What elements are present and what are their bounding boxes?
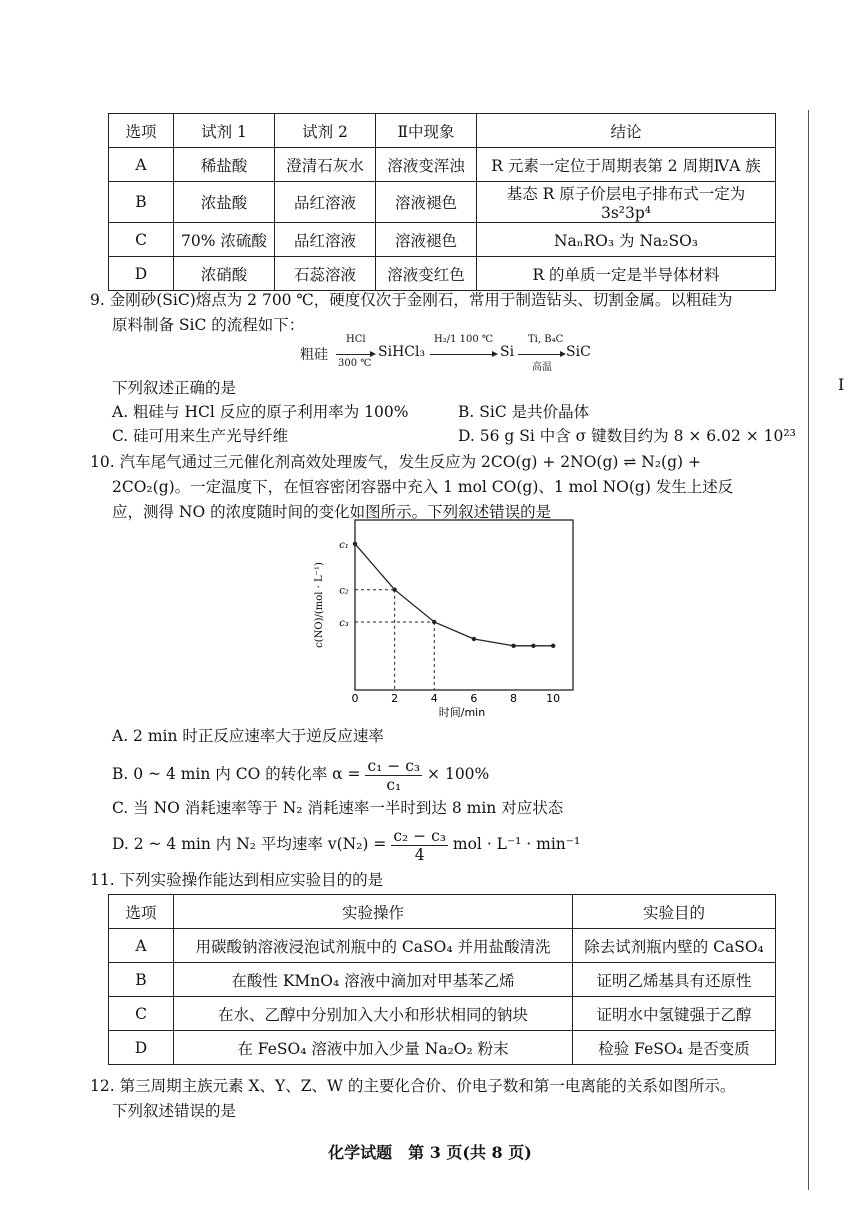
chart-data-point xyxy=(531,644,535,648)
flow-arrow1-top: HCl xyxy=(346,334,366,345)
table-cell: 除去试剂瓶内壁的 CaSO₄ xyxy=(573,929,776,963)
table-row xyxy=(109,182,776,223)
chart-data-point xyxy=(392,588,396,592)
table-header-cell: 试剂 1 xyxy=(174,114,275,148)
table-cell: 溶液褪色 xyxy=(376,223,477,257)
chart-x-tick-label: 8 xyxy=(510,692,518,705)
table-cell: 稀盐酸 xyxy=(174,148,275,182)
fraction-denominator: c₁ xyxy=(386,775,402,794)
q12-stem-line2: 下列叙述错误的是 xyxy=(112,1102,237,1120)
q10-option-d-suffix: mol · L⁻¹ · min⁻¹ xyxy=(452,835,581,853)
table-row xyxy=(109,148,776,182)
table-cell: 品红溶液 xyxy=(275,182,376,223)
table-cell: C xyxy=(109,223,174,257)
chart-y-tick-label: c₃ xyxy=(339,618,349,629)
flow-arrow3-top: Ti, B₄C xyxy=(528,334,564,345)
q10-option-d-text: D. 2 ~ 4 min 内 N₂ 平均速率 v(N₂) = xyxy=(112,835,387,853)
q10-option-c: C. 当 NO 消耗速率等于 N₂ 消耗速率一半时到达 8 min 对应状态 xyxy=(112,799,564,817)
flow-crude-si: 粗硅 xyxy=(300,347,328,363)
table-cell: 检验 FeSO₄ 是否变质 xyxy=(573,1031,776,1065)
chart-data-point xyxy=(472,637,476,641)
table-cell: 浓硝酸 xyxy=(174,257,275,291)
table-row xyxy=(109,963,776,997)
chart-y-axis-label: c(NO)/(mol · L⁻¹) xyxy=(314,562,325,648)
table-cell: 品红溶液 xyxy=(275,223,376,257)
table-cell: 用碳酸钠溶液浸泡试剂瓶中的 CaSO₄ 并用盐酸清洗 xyxy=(174,929,573,963)
table-header-cell: Ⅱ中现象 xyxy=(376,114,477,148)
flow-arrow-2 xyxy=(430,354,496,355)
q10-option-d xyxy=(112,824,580,864)
no-concentration-line xyxy=(355,544,553,646)
table-cell: 溶液变浑浊 xyxy=(376,148,477,182)
flow-arrow-1 xyxy=(336,354,374,355)
table-cell: 基态 R 原子价层电子排布式一定为 3s²3p⁴ xyxy=(477,182,776,223)
table-cell: 证明乙烯基具有还原性 xyxy=(573,963,776,997)
table-header-cell: 试剂 2 xyxy=(275,114,376,148)
table-cell: 澄清石灰水 xyxy=(275,148,376,182)
page-column-rule xyxy=(808,110,809,1190)
table-cell: B xyxy=(109,963,174,997)
fraction-numerator: c₂ − c₃ xyxy=(393,826,446,845)
table-cell: 证明水中氢键强于乙醇 xyxy=(573,997,776,1031)
chart-x-tick-label: 2 xyxy=(391,692,399,705)
chart-x-tick-label: 4 xyxy=(430,692,438,705)
table-cell: NaₙRO₃ 为 Na₂SO₃ xyxy=(477,223,776,257)
q9-stem-line2: 原料制备 SiC 的流程如下： xyxy=(112,316,305,334)
table-cell: 在酸性 KMnO₄ 溶液中滴加对甲基苯乙烯 xyxy=(174,963,573,997)
table-header-cell: 选项 xyxy=(109,895,174,929)
flow-arrow1-bottom: 300 ℃ xyxy=(338,358,372,369)
table-row xyxy=(109,1031,776,1065)
q10-stem-line1: 10. 汽车尾气通过三元催化剂高效处理废气，发生反应为 2CO(g) + 2NO(g) ⇌ N₂(g) + xyxy=(90,453,701,471)
no-concentration-chart xyxy=(300,516,590,720)
table-cell: 在 FeSO₄ 溶液中加入少量 Na₂O₂ 粉末 xyxy=(174,1031,573,1065)
table-header-cell: 实验目的 xyxy=(573,895,776,929)
q10-option-d-fraction xyxy=(391,827,448,864)
q9-option-a: A. 粗硅与 HCl 反应的原子利用率为 100% xyxy=(112,403,409,421)
chart-y-tick-label: c₂ xyxy=(339,585,349,597)
table-row xyxy=(109,257,776,291)
q11-stem: 11. 下列实验操作能达到相应实验目的的是 xyxy=(90,871,384,889)
fraction-numerator: c₁ − c₃ xyxy=(367,756,421,775)
margin-mark: I xyxy=(838,375,845,394)
table-cell: 溶液变红色 xyxy=(376,257,477,291)
table-cell: 浓盐酸 xyxy=(174,182,275,223)
table-cell: R 的单质一定是半导体材料 xyxy=(477,257,776,291)
table-cell: 石蕊溶液 xyxy=(275,257,376,291)
flow-si: Si xyxy=(500,344,515,360)
chart-y-tick-label: c₁ xyxy=(339,539,349,551)
q12-stem-line1: 12. 第三周期主族元素 X、Y、Z、W 的主要化合价、价电子数和第一电离能的关系如图所示。 xyxy=(90,1077,736,1095)
q10-option-a: A. 2 min 时正反应速率大于逆反应速率 xyxy=(112,727,384,745)
chart-data-point xyxy=(551,644,555,648)
q10-stem-line3: 应，测得 NO 的浓度随时间的变化如图所示。下列叙述错误的是 xyxy=(112,503,552,521)
flow-sihcl3: SiHCl₃ xyxy=(378,344,426,360)
chart-x-axis-label: 时间/min xyxy=(438,706,486,719)
chart-x-tick-label: 10 xyxy=(546,692,561,705)
q10-option-b-fraction xyxy=(365,757,422,794)
chart-x-tick-label: 0 xyxy=(351,692,359,705)
table-cell: B xyxy=(109,182,174,223)
chart-data-point xyxy=(432,620,436,624)
table-cell: A xyxy=(109,148,174,182)
q9-question: 下列叙述正确的是 xyxy=(112,379,237,397)
q10-stem-line2: 2CO₂(g)。一定温度下，在恒容密闭容器中充入 1 mol CO(g)、1 mol NO(g) 发生上述反 xyxy=(112,478,734,496)
experiment-table xyxy=(108,894,776,1065)
fraction-denominator: 4 xyxy=(414,845,425,864)
q10-option-b xyxy=(112,754,489,794)
table-header-cell: 结论 xyxy=(477,114,776,148)
flow-arrow2-top: H₂/1 100 ℃ xyxy=(434,334,494,345)
chart-x-tick-label: 6 xyxy=(470,692,478,705)
flow-arrow3-bottom: 高温 xyxy=(532,362,552,373)
table-cell: 在水、乙醇中分别加入大小和形状相同的钠块 xyxy=(174,997,573,1031)
table-row xyxy=(109,997,776,1031)
chart-data-point xyxy=(353,542,357,546)
table-cell: R 元素一定位于周期表第 2 周期ⅣA 族 xyxy=(477,148,776,182)
table-cell: 溶液褪色 xyxy=(376,182,477,223)
chart-frame xyxy=(355,520,573,690)
q10-option-b-text: B. 0 ~ 4 min 内 CO 的转化率 α = xyxy=(112,765,361,783)
table-cell: A xyxy=(109,929,174,963)
table-header-cell: 实验操作 xyxy=(174,895,573,929)
table-cell: 70% 浓硫酸 xyxy=(174,223,275,257)
reagent-table xyxy=(108,113,776,291)
flow-sic: SiC xyxy=(566,344,591,360)
chart-data-point xyxy=(511,644,515,648)
q9-option-d: D. 56 g Si 中含 σ 键数目约为 8 × 6.02 × 10²³ xyxy=(458,427,796,445)
table-cell: D xyxy=(109,257,174,291)
table-row xyxy=(109,223,776,257)
q9-option-c: C. 硅可用来生产光导纤维 xyxy=(112,427,289,445)
table-header-cell: 选项 xyxy=(109,114,174,148)
table-header-row xyxy=(109,114,776,148)
table-header-row xyxy=(109,895,776,929)
page-footer: 化学试题 第 3 页(共 8 页) xyxy=(328,1143,532,1162)
q9-stem-line1: 9. 金刚砂(SiC)熔点为 2 700 ℃，硬度仅次于金刚石，常用于制造钻头、切割金属。以粗硅为 xyxy=(90,291,733,309)
table-row xyxy=(109,929,776,963)
q10-option-b-suffix: × 100% xyxy=(427,765,490,783)
table-cell: C xyxy=(109,997,174,1031)
flow-arrow-3 xyxy=(518,354,564,355)
q9-option-b: B. SiC 是共价晶体 xyxy=(458,403,590,421)
table-cell: D xyxy=(109,1031,174,1065)
